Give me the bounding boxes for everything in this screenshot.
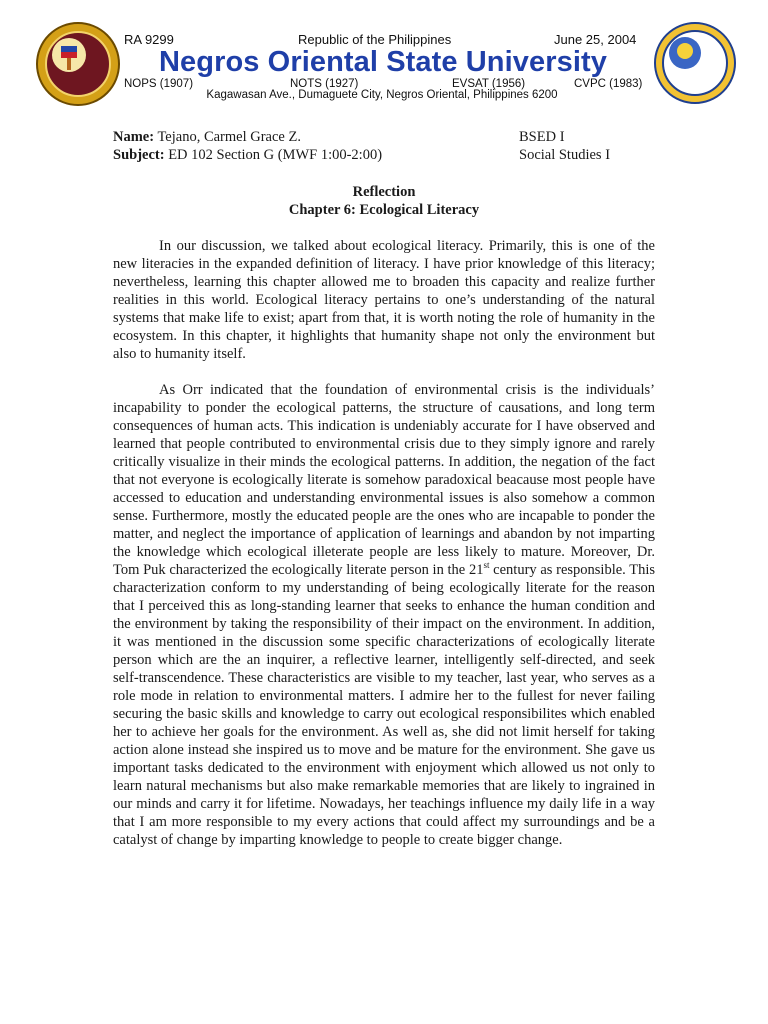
history-nops: NOPS (1907) <box>124 78 194 90</box>
name-label: Name: <box>113 129 155 145</box>
course-year: BSED I <box>519 129 565 145</box>
subject-value: ED 102 Section G (MWF 1:00-2:00) <box>168 147 383 163</box>
university-address: Kagawasan Ave., Dumaguete City, Negros Oriental, Philippines 6200 <box>206 89 558 101</box>
reflection-body <box>113 237 655 867</box>
republic-text: Republic of the Philippines <box>298 32 452 47</box>
major-value: Social Studies I <box>519 147 611 163</box>
charter-date: June 25, 2004 <box>554 32 637 47</box>
student-name: Tejano, Carmel Grace Z. <box>157 129 301 145</box>
student-info <box>113 128 673 164</box>
chapter-title: Chapter 6: Ecological Literacy <box>288 202 480 218</box>
document-heading: Reflection <box>352 184 416 200</box>
history-cvpc: CVPC (1983) <box>574 78 643 90</box>
paragraph-2-part-b: century as responsible. This characterization conform to my understanding of being ecologically literate for the reason that I perceived this as long-standing learner that seeks to enhance the human condition and the environment by taking the responsibility of their impact on the environment. In addition, it was mentioned in the discussion some specific characterizations of ecologically literate person which are the an inquirer, a reflective learner, intelligently self-directed, and seek self-transcendence. These characteristics are visible to my teacher, last year, who serves as a role mode in relation to environmental matters. I admire her to the fullest for never failing securing the basic skills and knowledge to carry out ecological responsibilites which enabled her to achieve her goals for the environment. As well as, she did not limit herself for taking action alone instead she inspired us to move and be mature for the environment. She gave us important tasks dedicated to the environment with enjoyment which allowed us not only to learn natural mechanisms but also make remarkable memories that are likely to ingrained in our minds and carry it for lifetime. Nowadays, her teachings influence my daily life in a way that I am more responsible to my every actions that could affect my surroundings and be a catalyst of change by imparting knowledge to people to create bigger change. <box>113 562 655 848</box>
university-name: Negros Oriental State University <box>158 46 607 78</box>
ra-number: RA 9299 <box>124 32 174 47</box>
college-seal <box>654 22 736 104</box>
ordinal-suffix: st <box>483 560 490 571</box>
document-titles <box>113 183 655 219</box>
subject-label: Subject: <box>113 147 165 163</box>
paragraph-1: In our discussion, we talked about ecological literacy. Primarily, this is one of the new literacies in the expanded definition of literacy. I have prior knowledge of this literacy; nevertheless, learning this chapter allowed me to broaden this capacity and realize further realities in this world. Ecological literacy pertains to one’s understanding of the natural systems that make life to exist; apart from that, it is worth noting the role of humanity in the ecosystem. In this chapter, it highlights that humanity shape not only the environment but also to humanity itself. <box>113 238 655 362</box>
paragraph-2-part-a: As Orr indicated that the foundation of environmental crisis is the individuals’ incapability to ponder the ecological patterns, the structure of causations, and long term consequences of human acts. This indication is undeniably accurate for I have observed and learned that people contributed to environmental crisis due to they simply ignore and rarely critically visualize in their minds the ecological patterns. In addition, the negation of the fact that not everyone is ecologically literate is somehow paradoxical beacause most people have accessed to education and understanding environmental issues is also somehow a common sense. Furthermore, mostly the educated people are the ones who are incapable to ponder the matter, and neglect the importance of application of learnings and abandon by not imparting the knowledge which ecological illeterate people are less likely to mature. Moreover, Dr. Tom Puk characterized the ecologically literate person in the 21 <box>113 382 655 578</box>
history-evsat: EVSAT (1956) <box>452 78 526 90</box>
university-seal <box>36 22 120 106</box>
history-nots: NOTS (1927) <box>290 78 359 90</box>
paragraph-2 <box>113 381 655 849</box>
